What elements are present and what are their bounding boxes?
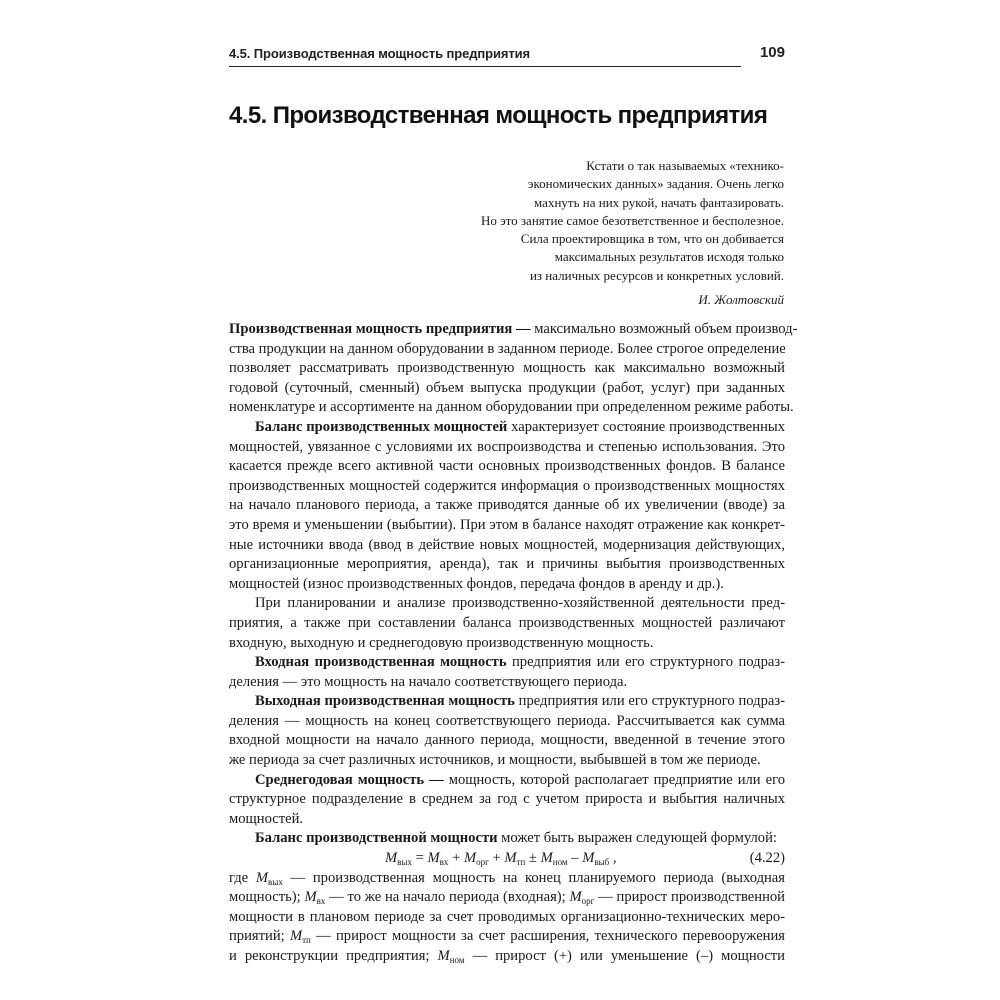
text-fragment: мощность, которой располагает предприятие или его xyxy=(443,771,785,788)
term-output-capacity: Выходная производственная мощность xyxy=(255,693,515,710)
text-line: это время и уменьшении (выбытии). При этом в балансе находят отражение как конкрет- xyxy=(229,516,785,533)
text-line: деления — мощность на конец соответствующего периода. Рассчитывается как сумма xyxy=(229,712,785,729)
text-line: входную, выходную и среднегодовую производственную мощность. xyxy=(229,634,654,651)
term-production-capacity: Производственная мощность предприятия — xyxy=(229,321,531,337)
text-line xyxy=(229,829,785,849)
text-line: мощность); $М_{вх}$ — то же на начало периода (входная); $М_{орг}$ — прирост производственной xyxy=(229,889,785,907)
formula-4-22: $М_{вых} = М_{вх} + М_{орг} + М_{тп} \pm М_{ном} - М_{выб}$ , xyxy=(385,850,617,868)
text-line xyxy=(229,771,785,791)
text-line: организационные мероприятия, аренда), так и причины выбытия производственных xyxy=(229,556,785,573)
text-fragment: может быть выражен следующей формулой: xyxy=(497,830,777,847)
text-line xyxy=(229,653,785,673)
term-balance-formula: Баланс производственной мощности xyxy=(255,830,498,847)
text-line xyxy=(229,692,785,712)
section-title: 4.5. Производственная мощность предприятия xyxy=(229,102,768,129)
text-line: мощностей, увязанное с условиями их воспроизводства и степенью использования. Это xyxy=(229,438,785,455)
header-rule xyxy=(229,66,741,67)
text-line: позволяет рассматривать производственную мощность как максимально возможный xyxy=(229,360,785,377)
epigraph-line: Кстати о так называемых «технико- xyxy=(586,158,784,173)
running-header xyxy=(229,44,785,66)
epigraph-line: экономических данных» задания. Очень легко xyxy=(527,176,784,192)
text-line: где $М_{вых}$ — производственная мощность на конец планируемого периода (выходная xyxy=(229,869,785,887)
text-line: мощности в плановом периоде за счет проводимых организационно-технических меро- xyxy=(229,908,785,925)
text-fragment: предприятия или его структурного подраз- xyxy=(506,654,785,671)
text-line: годовой (суточный, сменный) объем выпуска продукции (работ, услуг) при заданных xyxy=(229,379,785,396)
text-line: номенклатуре и ассортименте на данном оборудовании при определенном режиме работы. xyxy=(229,399,794,416)
formula-number: (4.22) xyxy=(749,850,785,867)
text-line xyxy=(229,418,785,438)
text-line: ства продукции на данном оборудовании в заданном периоде. Более строгое определение xyxy=(229,340,786,357)
text-fragment: характеризует состояние производственных xyxy=(507,418,785,435)
text-fragment: предприятия или его структурного подраз- xyxy=(514,693,785,710)
formula-row xyxy=(229,849,785,869)
text-line: приятий; $М_{тп}$ — прирост мощности за счет расширения, технического перевооружения xyxy=(229,928,785,946)
epigraph-line: максимальных результатов исходя только xyxy=(554,249,784,265)
text-line: деления — это мощность на начало соответствующего периода. xyxy=(229,673,628,690)
running-title: 4.5. Производственная мощность предприятия xyxy=(229,46,530,61)
epigraph-line: махнуть на них рукой, начать фантазировать. xyxy=(534,194,784,210)
epigraph-line: Но это занятие самое безответственное и бесполезное. xyxy=(480,212,784,228)
body-text xyxy=(229,320,798,967)
text-line: мощностей (износ производственных фондов, передача фондов в аренду и др.). xyxy=(229,575,724,592)
text-line: же периода за счет различных источников, и мощности, выбывшей в том же периоде. xyxy=(229,752,761,769)
text-line: производственных мощностей содержится информация о производственных мощностях xyxy=(229,477,785,494)
text-line: и реконструкции предприятия; $М_{ном}$ — прирост (+) или уменьшение (–) мощности xyxy=(229,948,785,965)
text-line: мощностей. xyxy=(229,810,304,827)
epigraph-line: Сила проектировщика в том, что он добивается xyxy=(520,231,784,247)
epigraph-author: И. Жолтовский xyxy=(698,292,784,308)
text-line: касается прежде всего активной части основных производственных фондов. В балансе xyxy=(229,458,785,475)
term-input-capacity: Входная производственная мощность xyxy=(255,654,507,671)
text-line: на начало планового периода, а также приводятся данные об их увеличении (вводе) за xyxy=(229,497,785,514)
epigraph-line: из наличных ресурсов и конкретных условий. xyxy=(529,267,784,283)
text-fragment: максимально возможный объем производ- xyxy=(530,321,798,337)
page-number: 109 xyxy=(759,44,785,61)
text-line: приятия, а также при составлении баланса производственных мощностей различают xyxy=(229,614,785,631)
term-capacity-balance: Баланс производственных мощностей xyxy=(255,418,508,435)
epigraph xyxy=(440,157,784,309)
text-line: ные источники ввода (ввод в действие новых мощностей, модернизация действующих, xyxy=(229,536,785,553)
term-average-capacity: Среднегодовая мощность — xyxy=(255,771,444,788)
text-line: структурное подразделение в среднем за год с учетом прироста и выбытия наличных xyxy=(229,791,785,808)
text-line xyxy=(229,320,798,340)
text-line: При планировании и анализе производственно-хозяйственной деятельности пред- xyxy=(255,595,785,612)
text-line: входной мощности на начало данного периода, мощности, введенной в течение этого xyxy=(229,732,785,749)
